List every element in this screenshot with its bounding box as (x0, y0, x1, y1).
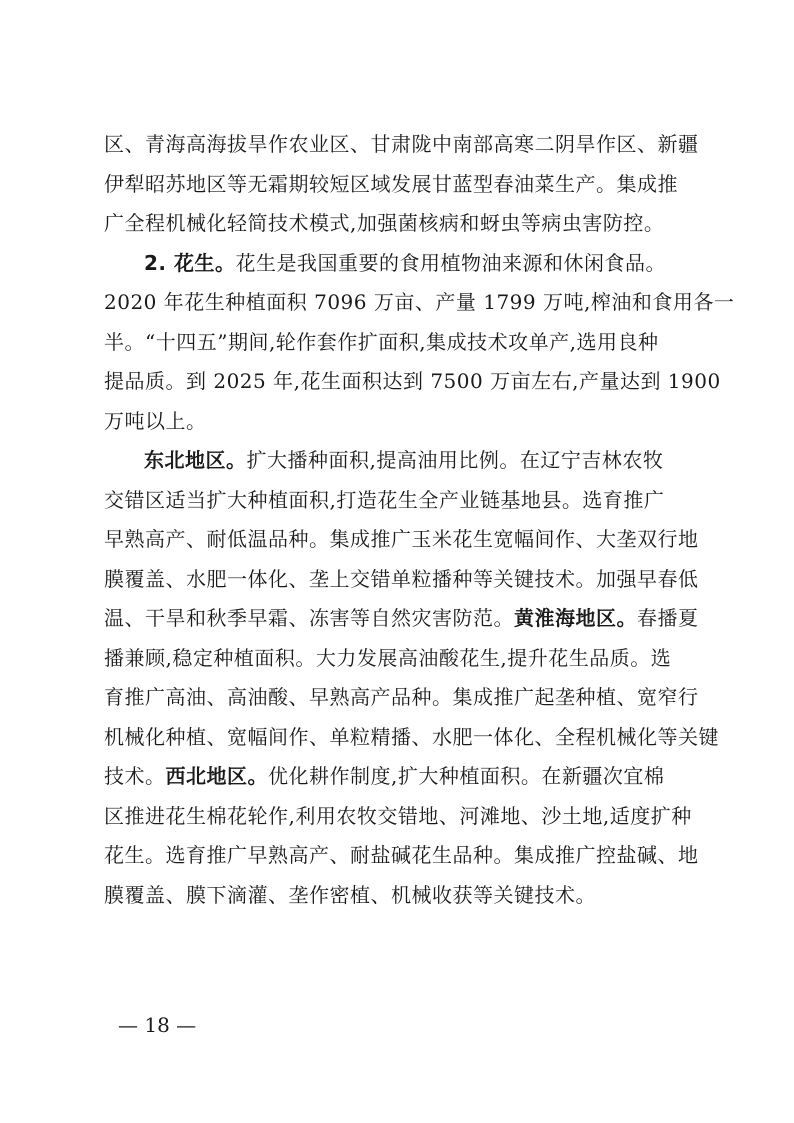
text-line: 膜覆盖、水肥一体化、垄上交错单粒播种等关键技术。加强早春低 (104, 566, 699, 591)
text-span: 优化耕作制度,扩大种植面积。在新疆次宜棉 (268, 764, 665, 788)
text-span: 扩大播种面积,提高油用比例。在辽宁吉林农牧 (246, 448, 664, 472)
text-line: 区、青海高海拔旱作农业区、甘肃陇中南部高寒二阴旱作区、新疆 (104, 132, 699, 156)
paragraph-rapeseed-continued (104, 125, 699, 244)
text-line: 早熟高产、耐低温品种。集成推广玉米花生宽幅间作、大垄双行地 (104, 527, 699, 551)
text-line: 万吨以上。 (104, 408, 207, 433)
text-line: 育推广高油、高油酸、早熟高产品种。集成推广起垄种植、宽窄行 (104, 685, 699, 709)
text-line (104, 441, 694, 481)
region-heading-northwest: 西北地区。 (165, 764, 268, 788)
page-number: — 18 — (118, 1013, 197, 1037)
text-line: 广全程机械化轻简技术模式,加强菌核病和蚜虫等病虫害防控。 (104, 211, 665, 235)
text-line: 花生。选育推广早熟高产、耐盐碱花生品种。集成推广控盐碱、地 (104, 843, 699, 867)
region-heading-northeast: 东北地区。 (144, 448, 247, 472)
text-line: 2020 年花生种植面积 7096 万亩、产量 1799 万吨,榨油和食用各一 (104, 290, 735, 314)
text-line: 机械化种植、宽幅间作、单粒精播、水肥一体化、全程机械化等关键 (104, 724, 719, 749)
text-line: 膜覆盖、膜下滴灌、垄作密植、机械收获等关键技术。 (104, 882, 596, 907)
text-line (104, 244, 694, 284)
text-span: 花生是我国重要的食用植物油来源和休闲食品。 (235, 250, 666, 275)
text-line: 伊犁昭苏地区等无霜期较短区域发展甘蓝型春油菜生产。集成推 (104, 171, 678, 196)
paragraph-peanut (104, 244, 735, 442)
paragraph-regions (104, 441, 719, 915)
text-span: 春播夏 (637, 606, 699, 630)
text-line: 交错区适当扩大种植面积,打造花生全产业链基地县。选育推广 (104, 487, 665, 512)
document-body (104, 125, 735, 915)
text-line (104, 599, 699, 639)
text-line: 区推进花生棉花轮作,利用农牧交错地、河滩地、沙土地,适度扩种 (104, 803, 692, 828)
text-span: 技术。 (104, 764, 166, 788)
text-span: 温、干旱和秋季早霜、冻害等自然灾害防范。 (104, 606, 514, 630)
text-line (104, 757, 694, 797)
text-line: 播兼顾,稳定种植面积。大力发展高油酸花生,提升花生品质。选 (104, 645, 672, 670)
section-heading-peanut: 2. 花生。 (144, 250, 236, 275)
text-line: 提品质。到 2025 年,花生面积达到 7500 万亩左右,产量达到 1900 (104, 369, 721, 393)
text-line: 半。“十四五”期间,轮作套作扩面积,集成技术攻单产,选用良种 (104, 329, 659, 354)
region-heading-huanghuaihai: 黄淮海地区。 (514, 606, 637, 630)
